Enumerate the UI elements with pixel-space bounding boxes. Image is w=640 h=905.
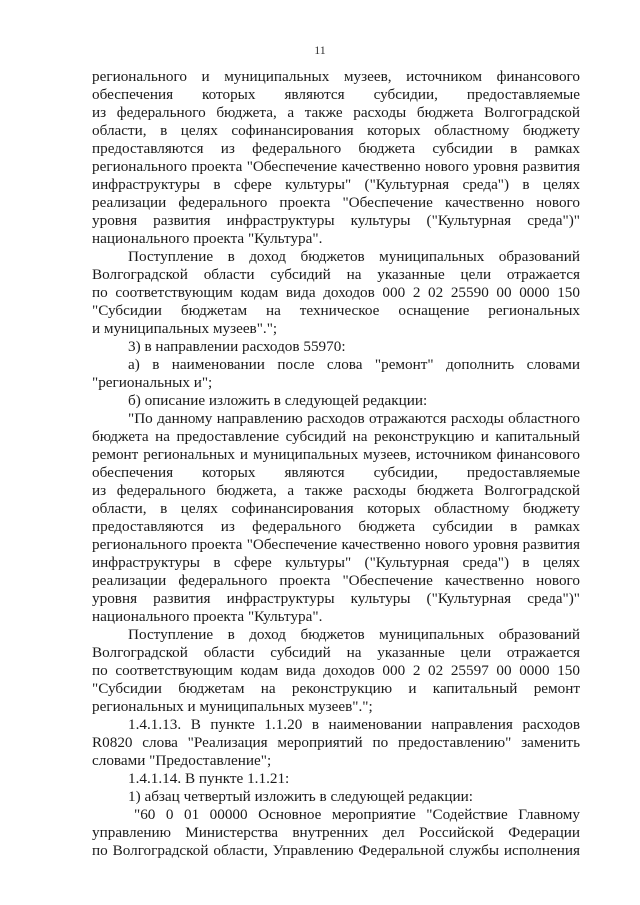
text-line: по соответствующим кодам вида доходов 000 2 02 25590 00 0000 150 [92,284,580,301]
text-line: "По данному направлению расходов отражаются расходы областного [128,410,580,427]
page-number: 11 [314,43,326,57]
text-line: "региональных и"; [92,374,213,391]
text-line: регионального проекта "Обеспечение качественно нового уровня развития [92,536,580,553]
text-line: обеспечения которых являются субсидии, предоставляемые [92,86,580,103]
text-line: Поступление в доход бюджетов муниципальных образований [128,626,580,643]
text-line: "Субсидии бюджетам на техническое оснащение региональных [92,302,580,319]
text-line: R0820 слова "Реализация мероприятий по предоставлению" заменить [92,734,580,751]
text-line: реализации федерального проекта "Обеспечение качественно нового [92,194,580,211]
text-line: 1.4.1.14. В пункте 1.1.21: [128,770,290,787]
text-line: реализации федерального проекта "Обеспечение качественно нового [92,572,580,589]
text-line: обеспечения которых являются субсидии, предоставляемые [92,464,580,481]
text-line: 1) абзац четвертый изложить в следующей редакции: [128,788,473,805]
text-line: по Волгоградской области, Управлению Федеральной службы исполнения [92,842,580,859]
text-line: предоставляются из федерального бюджета субсидии в рамках [92,140,580,157]
text-line: национального проекта "Культура". [92,230,323,247]
text-line: уровня развития инфраструктуры культуры ("Культурная среда")" [92,212,580,229]
text-line: инфраструктуры в сфере культуры" ("Культурная среда") в целях [92,176,580,193]
text-line: "60 0 01 00000 Основное мероприятие "Содействие Главному [134,806,580,823]
text-line: из федерального бюджета, а также расходы бюджета Волгоградской [92,104,580,121]
text-line: б) описание изложить в следующей редакции: [128,392,428,409]
text-line: региональных и муниципальных музеев"."; [92,698,373,715]
text-line: ремонт региональных и муниципальных музеев, источником финансового [92,446,580,463]
text-line: инфраструктуры в сфере культуры" ("Культурная среда") в целях [92,554,580,571]
document-body [92,68,580,860]
text-line: национального проекта "Культура". [92,608,323,625]
text-line: словами "Предоставление"; [92,752,272,769]
text-line: из федерального бюджета, а также расходы бюджета Волгоградской [92,482,580,499]
text-line: Волгоградской области субсидий на указанные цели отражается [92,644,580,661]
text-line: Волгоградской области субсидий на указанные цели отражается [92,266,580,283]
text-line: 1.4.1.13. В пункте 1.1.20 в наименовании направления расходов [128,716,580,733]
text-line: уровня развития инфраструктуры культуры ("Культурная среда")" [92,590,580,607]
text-line: области, в целях софинансирования которых областному бюджету [92,122,580,139]
text-line: регионального и муниципальных музеев, источником финансового [92,68,580,85]
text-line: Поступление в доход бюджетов муниципальных образований [128,248,580,265]
text-line: управлению Министерства внутренних дел Российской Федерации [92,824,580,841]
text-line: "Субсидии бюджетам на реконструкцию и капитальный ремонт [92,680,580,697]
text-line: по соответствующим кодам вида доходов 000 2 02 25597 00 0000 150 [92,662,580,679]
text-line: а) в наименовании после слова "ремонт" дополнить словами [128,356,580,373]
text-line: предоставляются из федерального бюджета субсидии в рамках [92,518,580,535]
text-line: и муниципальных музеев"."; [92,320,278,337]
text-line: области, в целях софинансирования которых областному бюджету [92,500,580,517]
text-line: бюджета на предоставление субсидий на реконструкцию и капитальный [92,428,580,445]
text-line: 3) в направлении расходов 55970: [128,338,346,355]
text-line: регионального проекта "Обеспечение качественно нового уровня развития [92,158,580,175]
